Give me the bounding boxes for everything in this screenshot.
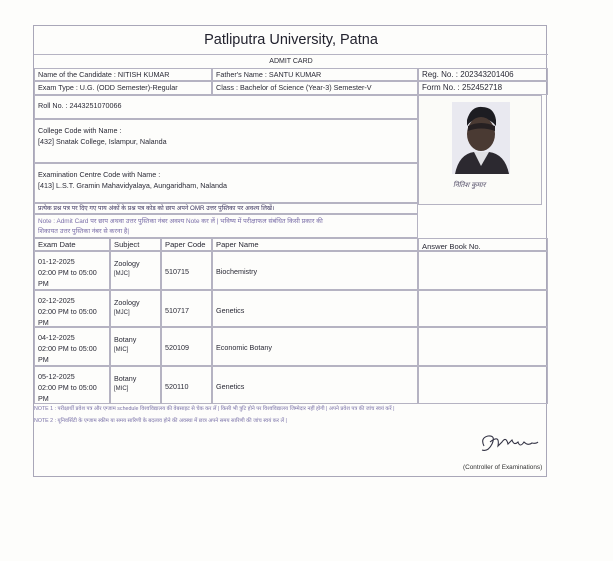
exam-time-pm: PM: [38, 394, 49, 403]
note-2: NOTE 2 : यूनिवर्सिटी के एग्जाम स्कीम या समय सारिणी के बदलाव होने की अवस्था में छात्र अपने समय सारिणी की जांच स्वयं कर लें |: [34, 418, 287, 424]
exam-time-pm: PM: [38, 355, 49, 364]
table-cell-code: [161, 366, 212, 404]
table-cell-subject: [110, 366, 161, 404]
col-answer-book: Answer Book No.: [418, 238, 548, 251]
exam-date: 02-12-2025: [38, 296, 75, 305]
paper-code: 520109: [165, 343, 189, 352]
note-1: NOTE 1 : परीक्षार्थी प्रवेश पत्र और एग्जाम schedule विश्वविद्यालय की वेबसाइट से चेक कर लें | किसी भी त्रुटि होने पर विश्वविद्यालय जिम्मेदार नहीं होगी | अपने प्रवेश पत्र की जांच स्वयं करें |: [34, 406, 395, 412]
exam-date: 04-12-2025: [38, 333, 75, 342]
college-block: [34, 119, 418, 163]
subject-type: [MJC]: [114, 310, 130, 316]
exam-date: 01-12-2025: [38, 257, 75, 266]
subject-type: [MJC]: [114, 271, 130, 277]
table-cell-paper: [212, 327, 418, 366]
table-cell-code: [161, 327, 212, 366]
controller-signature: [478, 432, 540, 456]
admit-card-heading: ADMIT CARD: [34, 54, 548, 69]
paper-name: Genetics: [216, 306, 245, 315]
note-prefix: Note : Admit Card पर छाप अथवा उत्तर पुस्तिका नंबर अवश्य Note कर लें | भविष्य में परीक्षाफल संबंधित किसी प्रकार की: [38, 218, 323, 225]
subject: Botany: [114, 374, 137, 383]
class-name: Class : Bachelor of Science (Year-3) Semester-V: [212, 81, 418, 95]
table-cell-answer-book: [418, 290, 548, 327]
exam-time: 02:00 PM to 05:00: [38, 307, 97, 316]
table-cell-date: [34, 251, 110, 290]
exam-time-pm: PM: [38, 318, 49, 327]
reg-no: Reg. No. : 202343201406: [418, 68, 548, 81]
college-heading: College Code with Name :: [38, 126, 122, 135]
table-cell-paper: [212, 251, 418, 290]
centre-value: [413] L.S.T. Gramin Mahavidyalaya, Aungaridham, Nalanda: [38, 181, 227, 190]
table-cell-paper: [212, 290, 418, 327]
instruction-line: प्रत्येक प्रश्न पत्र पर दिए गए पाय अंकों के प्रश्न पत्र कोड को छाप अपने OMR उत्तर पुस्तिका पर अवश्य लिखें।: [34, 203, 418, 214]
table-cell-code: [161, 251, 212, 290]
col-exam-date: Exam Date: [34, 238, 110, 251]
subject: Zoology: [114, 298, 140, 307]
col-subject: Subject: [110, 238, 161, 251]
table-cell-date: [34, 327, 110, 366]
table-cell-subject: [110, 251, 161, 290]
table-cell-subject: [110, 327, 161, 366]
centre-block: [34, 163, 418, 203]
subject: Zoology: [114, 259, 140, 268]
exam-time-pm: PM: [38, 279, 49, 288]
roll-no: Roll No. : 2443251070066: [34, 95, 418, 119]
university-title: Patliputra University, Patna: [204, 32, 378, 48]
table-cell-answer-book: [418, 366, 548, 404]
paper-code: 510717: [165, 306, 189, 315]
exam-date: 05-12-2025: [38, 372, 75, 381]
paper-code: 510715: [165, 267, 189, 276]
note-block: [34, 214, 418, 238]
paper-name: Biochemistry: [216, 267, 258, 276]
exam-time: 02:00 PM to 05:00: [38, 268, 97, 277]
exam-type: Exam Type : U.G. (ODD Semester)-Regular: [34, 81, 212, 95]
exam-time: 02:00 PM to 05:00: [38, 344, 97, 353]
paper-name: Genetics: [216, 382, 245, 391]
subject-type: [MIC]: [114, 347, 129, 353]
college-value: [432] Snatak College, Islampur, Nalanda: [38, 137, 167, 146]
centre-heading: Examination Centre Code with Name :: [38, 170, 161, 179]
paper-name: Economic Botany: [216, 343, 272, 352]
col-paper-name: Paper Name: [212, 238, 418, 251]
subject-type: [MIC]: [114, 386, 129, 392]
exam-time: 02:00 PM to 05:00: [38, 383, 97, 392]
table-cell-date: [34, 366, 110, 404]
admit-card: [33, 25, 547, 477]
photo-signature: नितिश कुमार: [453, 182, 486, 189]
subject: Botany: [114, 335, 137, 344]
table-cell-answer-book: [418, 251, 548, 290]
father-name: Father's Name : SANTU KUMAR: [212, 68, 418, 81]
form-no: Form No. : 252452718: [418, 81, 548, 95]
controller-label: (Controller of Examinations): [463, 464, 543, 471]
paper-code: 520110: [165, 382, 189, 391]
table-cell-date: [34, 290, 110, 327]
table-cell-code: [161, 290, 212, 327]
col-paper-code: Paper Code: [161, 238, 212, 251]
table-cell-answer-book: [418, 327, 548, 366]
note-suffix: शिकायत उत्तर पुस्तिका नंबर से करना है|: [38, 227, 129, 235]
table-cell-subject: [110, 290, 161, 327]
table-cell-paper: [212, 366, 418, 404]
candidate-name: Name of the Candidate : NITISH KUMAR: [34, 68, 212, 81]
candidate-photo: [418, 95, 542, 205]
